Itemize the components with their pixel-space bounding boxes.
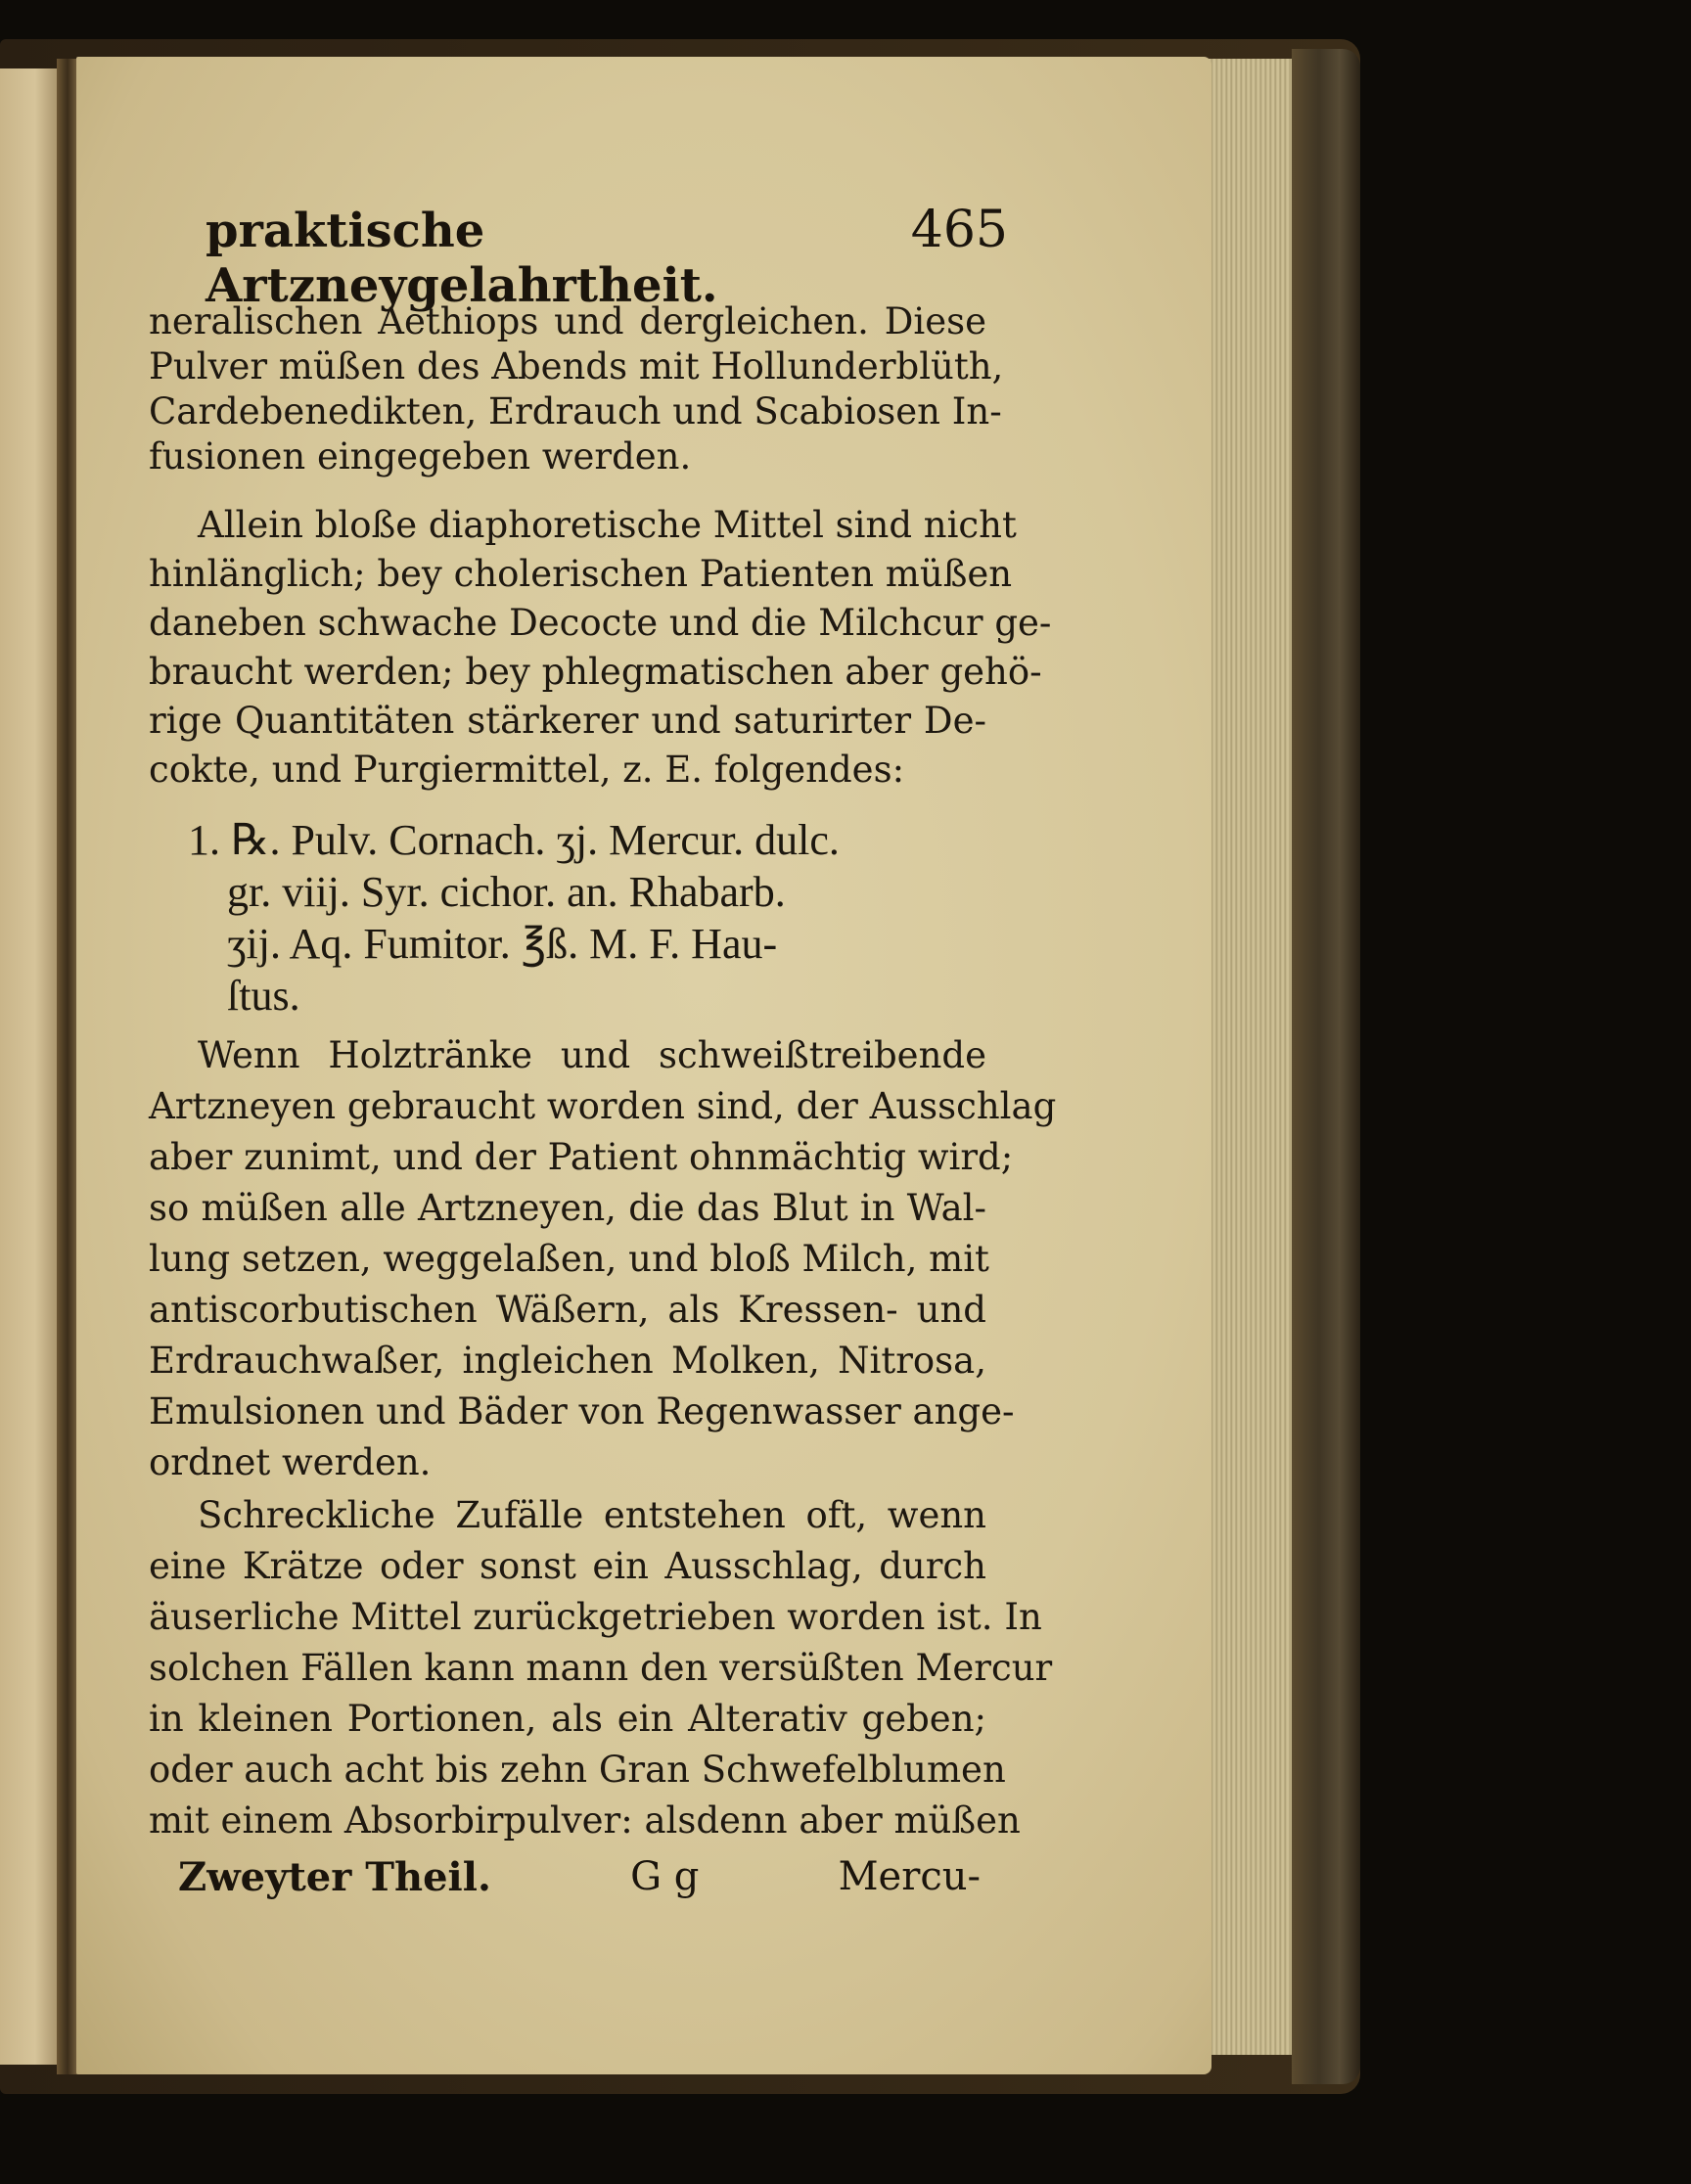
- text-line: hinlänglich; bey cholerischen Patienten müßen: [149, 553, 1013, 595]
- signature-title: Zweyter Theil.: [178, 1854, 491, 1900]
- text-line: rige Quantitäten stärkerer und saturirter De-: [149, 700, 986, 742]
- text-line: in kleinen Portionen, als ein Alterativ geben;: [149, 1698, 986, 1740]
- running-header: [206, 201, 1008, 313]
- running-title: praktische Artzneygelahrtheit.: [206, 204, 718, 313]
- text-line: antiscorbutischen Wäßern, als Kressen- und: [149, 1289, 986, 1331]
- text-line: lung setzen, weggelaßen, und bloß Milch, mit: [149, 1238, 989, 1280]
- recipe-line: gr. viij. Syr. cichor. an. Rhabarb.: [227, 868, 786, 916]
- catchword: Mercu-: [838, 1854, 981, 1899]
- text-line: aber zunimt, und der Patient ohnmächtig wird;: [149, 1136, 1014, 1178]
- recipe-line: 1. ℞. Pulv. Cornach. ʒj. Mercur. dulc.: [188, 816, 840, 864]
- text-line: eine Krätze oder sonst ein Ausschlag, durch: [149, 1545, 986, 1587]
- text-line: Emulsionen und Bäder von Regenwasser ange-: [149, 1390, 1015, 1433]
- book-gutter: [57, 59, 78, 2074]
- text-line: fusionen eingegeben werden.: [149, 435, 692, 478]
- text-line: ordnet werden.: [149, 1441, 432, 1483]
- text-line: Schreckliche Zufälle entstehen oft, wenn: [198, 1494, 986, 1536]
- cover-edge: [1292, 49, 1360, 2084]
- recipe-line: ʒij. Aq. Fumitor. ℥ß. M. F. Hau-: [227, 920, 778, 968]
- text-line: mit einem Absorbirpulver: alsdenn aber müßen: [149, 1799, 1021, 1842]
- text-line: braucht werden; bey phlegmatischen aber gehö-: [149, 651, 1042, 693]
- text-line: oder auch acht bis zehn Gran Schwefelblumen: [149, 1749, 1006, 1791]
- left-page-sliver: [0, 68, 59, 2065]
- text-line: Artzneyen gebraucht worden sind, der Ausschlag: [149, 1085, 1057, 1127]
- text-line: äuserliche Mittel zurückgetrieben worden ist. In: [149, 1596, 1042, 1638]
- text-line: Pulver müßen des Abends mit Hollunderblüth,: [149, 345, 1004, 387]
- recipe-line: ſtus.: [227, 972, 300, 1020]
- page-footer: [178, 1854, 981, 1900]
- text-line: Erdrauchwaßer, ingleichen Molken, Nitrosa,: [149, 1340, 986, 1382]
- text-line: neralischen Aethiops und dergleichen. Diese: [149, 300, 986, 342]
- page-block-edges: [1204, 59, 1302, 2055]
- text-line: Cardebenedikten, Erdrauch und Scabiosen In-: [149, 390, 1002, 432]
- text-line: cokte, und Purgiermittel, z. E. folgendes:: [149, 749, 905, 791]
- text-line: solchen Fällen kann mann den versüßten Mercur: [149, 1647, 1053, 1689]
- text-line: Allein bloße diaphoretische Mittel sind nicht: [198, 504, 1017, 546]
- text-line: Wenn Holztränke und schweißtreibende: [198, 1034, 986, 1076]
- page-number: 465: [910, 201, 1008, 259]
- signature-mark: G g: [630, 1854, 700, 1899]
- text-line: so müßen alle Artzneyen, die das Blut in Wal-: [149, 1187, 986, 1229]
- text-line: daneben schwache Decocte und die Milchcur ge-: [149, 602, 1052, 644]
